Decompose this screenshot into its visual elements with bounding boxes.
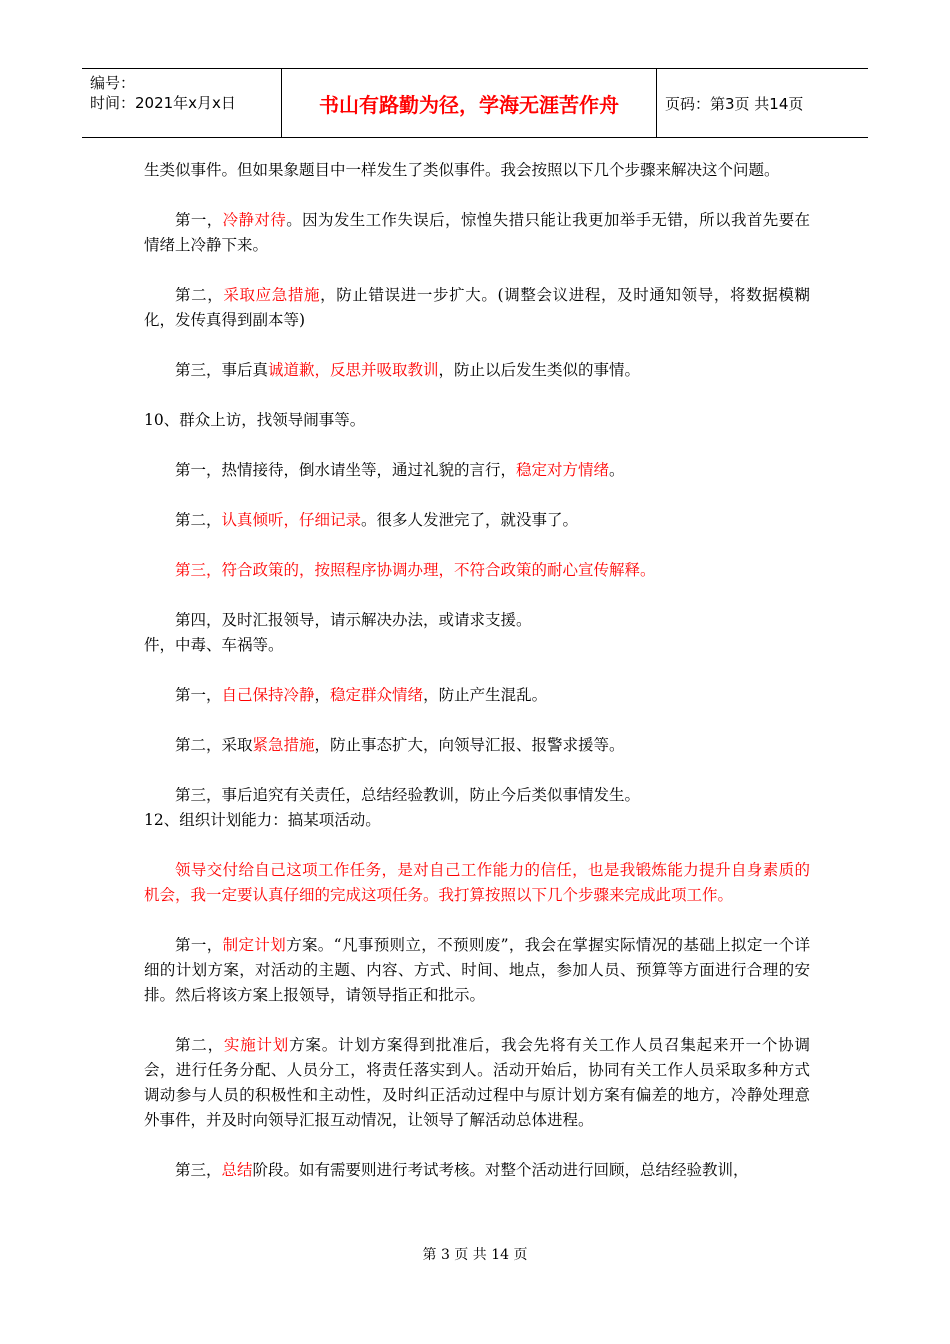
number-label: 编号： — [90, 74, 136, 92]
highlight-text: 实施计划 — [223, 1036, 290, 1054]
text-run: 方案。“凡事预则立，不预则废”，我会在掌握实际情况的基础上拟定一个详细的计划方案，对活动的主题、内容、方式、时间、地点，参加人员、预算等方面进行合理的安排。然后将该方案上报领导，请领导指正和批示。 — [144, 936, 810, 1004]
section-heading: 12、组织计划能力：搞某项活动。 — [144, 811, 381, 829]
text-run: 第三， — [175, 561, 222, 579]
section-heading: 10、群众上访，找领导闹事等。 — [144, 411, 366, 429]
header-page-info: 页码：第3页 共14页 — [665, 94, 804, 113]
text-run: 方案。计划方案得到批准后，我会先将有关工作人员召集起来开一个协调会，进行任务分配、人员分工，将责任落实到人。活动开始后，协同有关工作人员采取多种方式调动参与人员的积极性和主动性，及时纠正活动过程中与原计划方案有偏差的地方，冷静处理意外事件，并及时向领导汇报互动情况，让领导了解活动总体进程。 — [144, 1036, 810, 1129]
text-run: 。 — [609, 461, 625, 479]
paragraph — [144, 283, 810, 333]
paragraph: 生类似事件。但如果象题目中一样发生了类似事件。我会按照以下几个步骤来解决这个问题。 — [144, 161, 780, 179]
highlight-text: 认真倾听，仔细记录 — [221, 511, 362, 529]
text-run: 。因为发生工作失误后，惊惶失措只能让我更加举手无错，所以我首先要在情绪上冷静下来。 — [144, 211, 810, 254]
text-run: 第二， — [175, 286, 224, 304]
paragraph — [144, 733, 810, 758]
text-run: ，防止错误进一步扩大。(调整会议进程，及时通知领导，将数据模糊化，发传真得到副本等) — [144, 286, 810, 329]
paragraph — [144, 1033, 810, 1133]
page-footer: 第 3 页 共 14 页 — [422, 1247, 528, 1263]
paragraph — [144, 1158, 810, 1183]
paragraph — [144, 558, 810, 583]
paragraph: 第三，事后追究有关责任，总结经验教训，防止今后类似事情发生。 — [175, 786, 641, 804]
paragraph: 领导交付给自己这项工作任务，是对自己工作能力的信任，也是我锻炼能力提升自身素质的机会，我一定要认真仔细的完成这项任务。我打算按照以下几个步骤来完成此项工作。 — [144, 861, 810, 904]
text-run: 阶段。如有需要则进行考试考核。对整个活动进行回顾，总结经验教训， — [252, 1161, 749, 1179]
paragraph — [144, 208, 810, 258]
text-run: 。很多人发泄完了，就没事了。 — [361, 511, 579, 529]
text-run: 第一， — [175, 211, 223, 229]
paragraph — [144, 358, 810, 383]
text-run: 第三， — [175, 1161, 222, 1179]
header-meta — [82, 69, 282, 137]
text-run: 第一， — [175, 936, 223, 954]
highlight-text: 冷静对待 — [222, 211, 287, 229]
paragraph: 件，中毒、车祸等。 — [144, 636, 284, 654]
text-run: 第二， — [175, 511, 222, 529]
highlight-text: 稳定群众情绪 — [330, 686, 424, 704]
text-run: 第三，事后真 — [175, 361, 269, 379]
highlight-text: 符合政策的，按照程序协调办理，不符合政策的耐心宣传解释。 — [221, 561, 656, 579]
text-run: ， — [314, 686, 331, 704]
highlight-text: 紧急措施 — [252, 736, 315, 754]
text-run: ，防止产生混乱。 — [423, 686, 548, 704]
highlight-text: 总结 — [221, 1161, 253, 1179]
highlight-text: 自己保持冷静 — [221, 686, 315, 704]
document-body — [144, 158, 810, 1183]
paragraph — [144, 458, 810, 483]
text-run: ，防止事态扩大，向领导汇报、报警求援等。 — [314, 736, 625, 754]
paragraph — [144, 683, 810, 708]
highlight-text: 制定计划 — [222, 936, 287, 954]
paragraph — [144, 508, 810, 533]
page-header — [82, 68, 868, 138]
time-label: 时间：2021年x月x日 — [90, 94, 236, 112]
highlight-text: 采取应急措施 — [223, 286, 321, 304]
header-motto: 书山有路勤为径，学海无涯苦作舟 — [282, 69, 657, 137]
text-run: 第二，采取 — [175, 736, 253, 754]
paragraph — [144, 933, 810, 1008]
text-run: 第二， — [175, 1036, 224, 1054]
text-run: ，防止以后发生类似的事情。 — [438, 361, 641, 379]
highlight-text: 诚道歉，反思并吸取教训 — [268, 361, 439, 379]
highlight-text: 稳定对方情绪 — [516, 461, 610, 479]
text-run: 第一，热情接待，倒水请坐等，通过礼貌的言行， — [175, 461, 517, 479]
text-run: 第一， — [175, 686, 222, 704]
paragraph: 第四，及时汇报领导，请示解决办法，或请求支援。 — [175, 611, 532, 629]
